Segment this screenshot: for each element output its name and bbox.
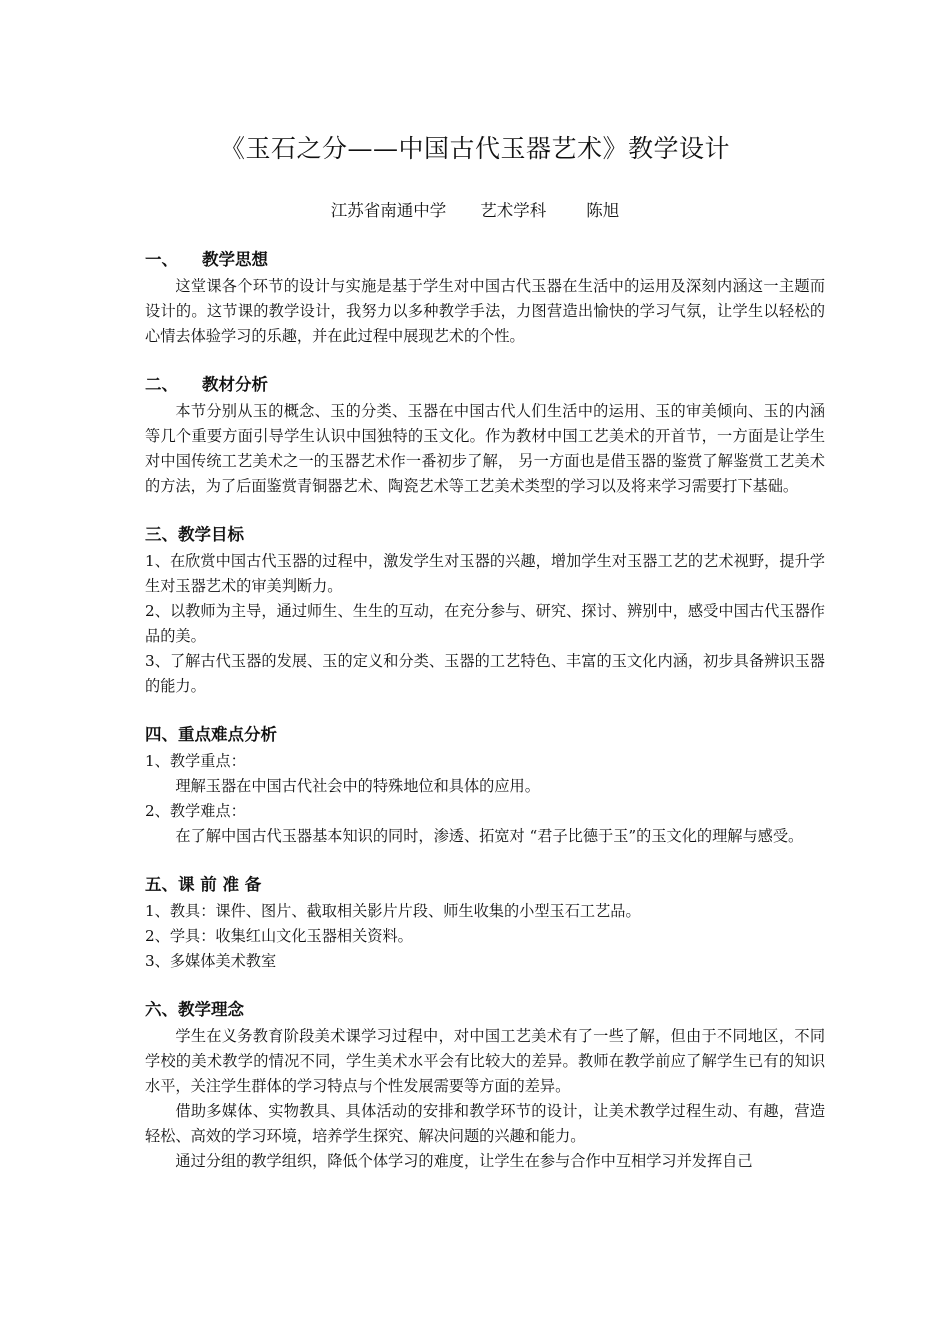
list-item-label: 1、教学重点： xyxy=(145,752,246,770)
section-heading: 五、课 前 准 备 xyxy=(145,875,262,894)
document-body xyxy=(145,246,825,1174)
list-item: 1、在欣赏中国古代玉器的过程中，激发学生对玉器的兴趣，增加学生对玉器工艺的艺术视野，提升学生对玉器艺术的审美判断力。 xyxy=(145,552,825,595)
section-heading: 三、教学目标 xyxy=(145,525,244,544)
section-key-difficulties xyxy=(145,721,825,849)
section-material-analysis xyxy=(145,371,825,499)
document-title: 《玉石之分——中国古代玉器艺术》教学设计 xyxy=(219,134,730,163)
paragraph: 本节分别从玉的概念、玉的分类、玉器在中国古代人们生活中的运用、玉的审美倾向、玉的内涵等几个重要方面引导学生认识中国独特的玉文化。作为教材中国工艺美术的开首节，一方面是让学生对中国传统工艺美术之一的玉器艺术作一番初步了解， 另一方面也是借玉器的鉴赏了解鉴赏工艺美术的方法，为了后面鉴赏青铜器艺术、陶瓷艺术等工艺美术类型的学习以及将来学习需要打下基础。 xyxy=(145,402,825,495)
list-item: 3、了解古代玉器的发展、玉的定义和分类、玉器的工艺特色、丰富的玉文化内涵，初步具备辨识玉器的能力。 xyxy=(145,652,825,695)
section-preparation xyxy=(145,871,825,974)
paragraph: 借助多媒体、实物教具、具体活动的安排和教学环节的设计，让美术教学过程生动、有趣，营造轻松、高效的学习环境，培养学生探究、解决问题的兴趣和能力。 xyxy=(145,1102,825,1145)
section-heading: 六、教学理念 xyxy=(145,1000,244,1019)
section-teaching-concept xyxy=(145,996,825,1174)
paragraph: 在了解中国古代玉器基本知识的同时，渗透、拓宽对 “君子比德于玉”的玉文化的理解与感受。 xyxy=(175,827,804,845)
subject-name: 艺术学科 xyxy=(480,201,547,220)
list-item: 3、多媒体美术教室 xyxy=(145,952,277,970)
section-heading: 二、 教材分析 xyxy=(145,375,268,394)
school-name: 江苏省南通中学 xyxy=(330,201,447,220)
author-line xyxy=(0,196,950,226)
paragraph: 通过分组的教学组织，降低个体学习的难度，让学生在参与合作中互相学习并发挥自己 xyxy=(175,1152,753,1170)
list-item: 1、教具：课件、图片、截取相关影片片段、师生收集的小型玉石工艺品。 xyxy=(145,902,641,920)
section-heading: 四、重点难点分析 xyxy=(145,725,277,744)
list-item-label: 2、教学难点： xyxy=(145,802,246,820)
list-item: 2、学具：收集红山文化玉器相关资料。 xyxy=(145,927,413,945)
paragraph: 这堂课各个环节的设计与实施是基于学生对中国古代玉器在生活中的运用及深刻内涵这一主题而设计的。这节课的教学设计，我努力以多种教学手法，力图营造出愉快的学习气氛，让学生以轻松的心情去体验学习的乐趣，并在此过程中展现艺术的个性。 xyxy=(145,277,825,345)
section-heading: 一、 教学思想 xyxy=(145,250,268,269)
section-teaching-goals xyxy=(145,521,825,699)
author-name: 陈旭 xyxy=(586,201,620,220)
paragraph: 理解玉器在中国古代社会中的特殊地位和具体的应用。 xyxy=(175,777,540,795)
paragraph: 学生在义务教育阶段美术课学习过程中，对中国工艺美术有了一些了解，但由于不同地区，不同学校的美术教学的情况不同，学生美术水平会有比较大的差异。教师在教学前应了解学生已有的知识水平，关注学生群体的学习特点与个性发展需要等方面的差异。 xyxy=(145,1027,825,1095)
section-teaching-philosophy xyxy=(145,246,825,349)
list-item: 2、以教师为主导，通过师生、生生的互动，在充分参与、研究、探讨、辨别中，感受中国古代玉器作品的美。 xyxy=(145,602,825,645)
